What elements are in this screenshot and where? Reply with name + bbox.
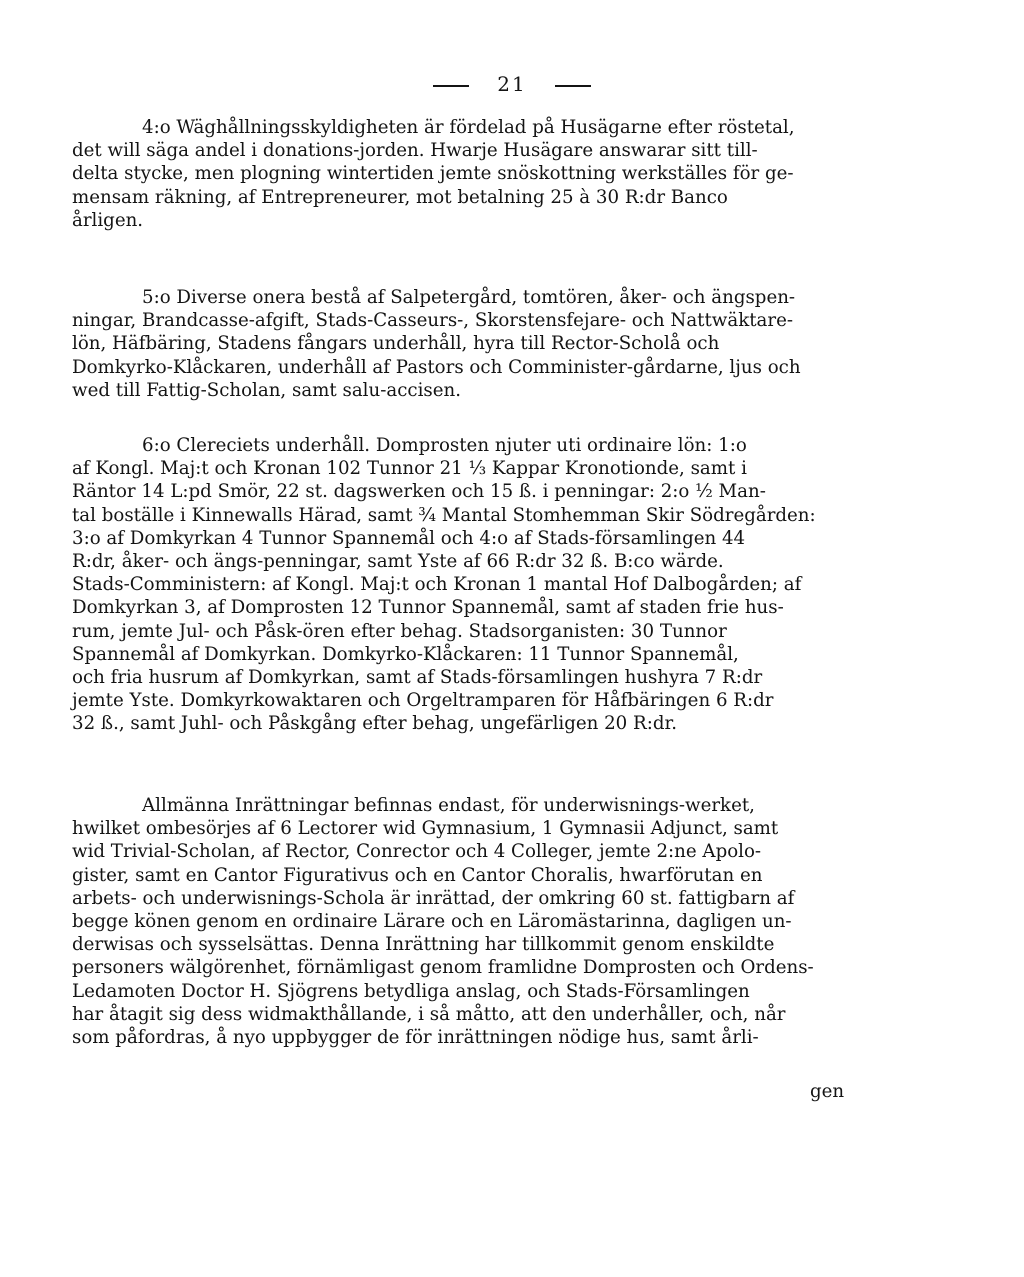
text-line: ningar, Brandcasse-afgift, Stads-Casseurs-, Skorstensfejare- och Nattwäktare- xyxy=(72,310,793,332)
text-line: lön, Häfbäring, Stadens fångars underhåll, hyra till Rector-Scholå och xyxy=(72,333,720,355)
text-line: mensam räkning, af Entrepreneurer, mot betalning 25 à 30 R:dr Banco xyxy=(72,186,728,208)
text-line: rum, jemte Jul- och Påsk-ören efter behag. Stadsorganisten: 30 Tunnor xyxy=(72,620,727,642)
text-line: 3:o af Domkyrkan 4 Tunnor Spannemål och 4:o af Stads-församlingen 44 xyxy=(72,527,746,549)
text-line: jemte Yste. Domkyrkowaktaren och Orgeltramparen för Håfbäringen 6 R:dr xyxy=(72,690,774,712)
text-line: Allmänna Inrättningar befinnas endast, för underwisnings-werket, xyxy=(142,795,755,816)
text-line: Domkyrkan 3, af Domprosten 12 Tunnor Spannemål, samt af staden frie hus- xyxy=(72,597,784,619)
text-line: af Kongl. Maj:t och Kronan 102 Tunnor 21 ⅓ Kappar Kronotionde, samt i xyxy=(72,458,747,480)
text-line: Domkyrko-Klåckaren, underhåll af Pastors och Comminister-gårdarne, ljus och xyxy=(72,356,801,378)
text-line: arbets- och underwisnings-Schola är inrättad, der omkring 60 st. fattigbarn af xyxy=(72,887,795,909)
text-line: har åtagit sig dess widmakthållande, i så måtto, att den underhåller, och, når xyxy=(72,1003,786,1025)
text-line: personers wälgörenhet, förnämligast genom framlidne Domprosten och Ordens- xyxy=(72,957,814,979)
text-line: Räntor 14 L:pd Smör, 22 st. dagswerken och 15 ß. i penningar: 2:o ½ Man- xyxy=(72,481,766,503)
text-line: wid Trivial-Scholan, af Rector, Conrector och 4 Colleger, jemte 2:ne Apolo- xyxy=(72,841,762,863)
text-line: Stads-Comministern: af Kongl. Maj:t och Kronan 1 mantal Hof Dalbogården; af xyxy=(72,574,802,596)
catchword: gen xyxy=(810,1081,845,1102)
text-line: 32 ß., samt Juhl- och Påskgång efter behag, ungefärligen 20 R:dr. xyxy=(72,713,677,735)
text-line: Ledamoten Doctor H. Sjögrens betydliga anslag, och Stads-Församlingen xyxy=(72,980,750,1002)
paragraph-clereciets-underhall xyxy=(72,434,872,736)
text-line: gister, samt en Cantor Figurativus och en Cantor Choralis, hwarförutan en xyxy=(72,864,763,886)
text-line: och fria husrum af Domkyrkan, samt af Stads-församlingen hushyra 7 R:dr xyxy=(72,667,763,689)
page-header xyxy=(0,72,1024,96)
paragraph-diverse-onera xyxy=(72,286,872,402)
paragraph-road-maintenance xyxy=(72,116,872,232)
text-line: R:dr, åker- och ängs-penningar, samt Yste af 66 R:dr 32 ß. B:co wärde. xyxy=(72,551,724,573)
paragraph-allmanna-inrattningar xyxy=(72,794,872,1049)
text-line: 6:o Clereciets underhåll. Domprosten njuter uti ordinaire lön: 1:o xyxy=(142,435,747,456)
text-line: begge könen genom en ordinaire Lärare och en Läromästarinna, dagligen un- xyxy=(72,911,792,933)
text-line: hwilket ombesörjes af 6 Lectorer wid Gymnasium, 1 Gymnasii Adjunct, samt xyxy=(72,818,779,840)
text-line: delta stycke, men plogning wintertiden jemte snöskottning werkställes för ge- xyxy=(72,163,794,185)
header-right-dash xyxy=(555,85,591,87)
text-line: derwisas och sysselsättas. Denna Inrättning har tillkommit genom enskildte xyxy=(72,934,775,956)
text-line: Spannemål af Domkyrkan. Domkyrko-Klåckaren: 11 Tunnor Spannemål, xyxy=(72,643,739,665)
text-line: som påfordras, å nyo uppbygger de för inrättningen nödige hus, samt årli- xyxy=(72,1027,759,1049)
text-line: tal boställe i Kinnewalls Härad, samt ¾ Mantal Stomhemman Skir Södregården: xyxy=(72,504,816,526)
text-line: årligen. xyxy=(72,209,144,231)
text-line: 4:o Wäghållningsskyldigheten är fördelad på Husägarne efter röstetal, xyxy=(142,117,795,138)
text-line: det will säga andel i donations-jorden. Hwarje Husägare answarar sitt till- xyxy=(72,140,758,162)
page-number: 21 xyxy=(497,72,527,96)
text-line: 5:o Diverse onera bestå af Salpetergård, tomtören, åker- och ängspen- xyxy=(142,287,796,308)
header-left-dash xyxy=(433,85,469,87)
text-line: wed till Fattig-Scholan, samt salu-accisen. xyxy=(72,379,461,401)
